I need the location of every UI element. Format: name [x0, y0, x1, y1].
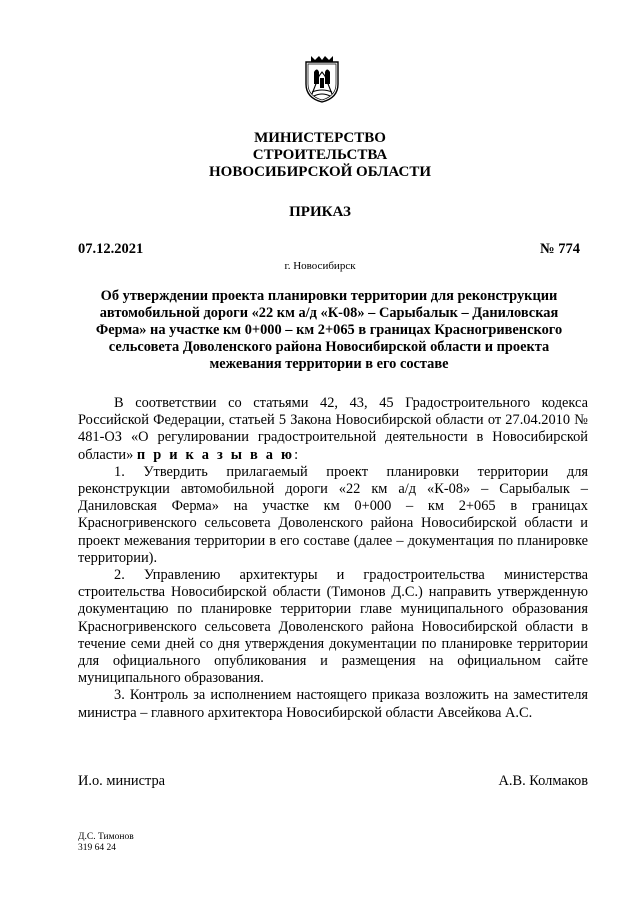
document-title [70, 288, 588, 373]
preamble-paragraph [78, 395, 588, 464]
preamble-text: В соответствии со статьями 42, 43, 45 Градостроительного кодекса Российской Федерации, статьей 5 Закона Новосибирской области от 27.04.2010 № 481-ОЗ «О регулировании градостроительной деятельности в Новосибирской области» [78, 395, 588, 463]
order-item-1: 1. Утвердить прилагаемый проект планировки территории для реконструкции автомобильной дороги «22 км а/д «К-08» – Сарыбалык – Даниловская Ферма» на участке км 0+000 – км 2+065 в границах Красногривенского сельсовета Доволенского района Новосибирской области и проект межевания территории в его составе (далее – документация по планировке территории). [78, 463, 588, 566]
order-item-2: 2. Управлению архитектуры и градостроительства министерства строительства Новосибирской области (Тимонов Д.С.) направить утвержденную документацию по планировке территории главе муниципального образования Красногривенского сельсовета Доволенского района Новосибирской области в течение семи дней со дня утверждения документации по планировке территории для официального опубликования и размещения на официальном сайте муниципального образования. [78, 567, 588, 687]
executor-name: Д.С. Тимонов [78, 832, 134, 842]
title-line: Об утверждении проекта планировки территории для реконструкции [100, 288, 558, 304]
ministry-line: МИНИСТЕРСТВО [254, 130, 386, 146]
document-city: г. Новосибирск [284, 260, 356, 272]
order-item-3: 3. Контроль за исполнением настоящего приказа возложить на заместителя министра – главного архитектора Новосибирской области Авсейкова А.С. [78, 687, 588, 721]
ministry-line: НОВОСИБИРСКОЙ ОБЛАСТИ [208, 164, 432, 180]
executor-info [78, 832, 134, 854]
ministry-name [0, 130, 640, 181]
ministry-line: СТРОИТЕЛЬСТВА [252, 147, 388, 163]
signatory-position: И.о. министра [78, 773, 166, 789]
title-line: сельсовета Доволенского района Новосибирской области и проекта [108, 339, 550, 355]
document-number: № 774 [540, 241, 580, 257]
executor-phone: 319 64 24 [78, 843, 116, 853]
coat-of-arms-icon [302, 54, 342, 104]
title-line: автомобильной дороги «22 км а/д «К-08» – Сарыбалык – Даниловская [99, 305, 559, 321]
title-line: Ферма» на участке км 0+000 – км 2+065 в границах Красногривенского [95, 322, 563, 338]
title-line: межевания территории в его составе [209, 356, 449, 372]
signatory-name: А.В. Колмаков [498, 773, 588, 789]
document-body [78, 395, 588, 722]
document-type: ПРИКАЗ [289, 204, 351, 220]
order-verb: п р и к а з ы в а ю [136, 446, 295, 463]
document-date: 07.12.2021 [78, 241, 144, 257]
preamble-colon: : [294, 446, 299, 463]
